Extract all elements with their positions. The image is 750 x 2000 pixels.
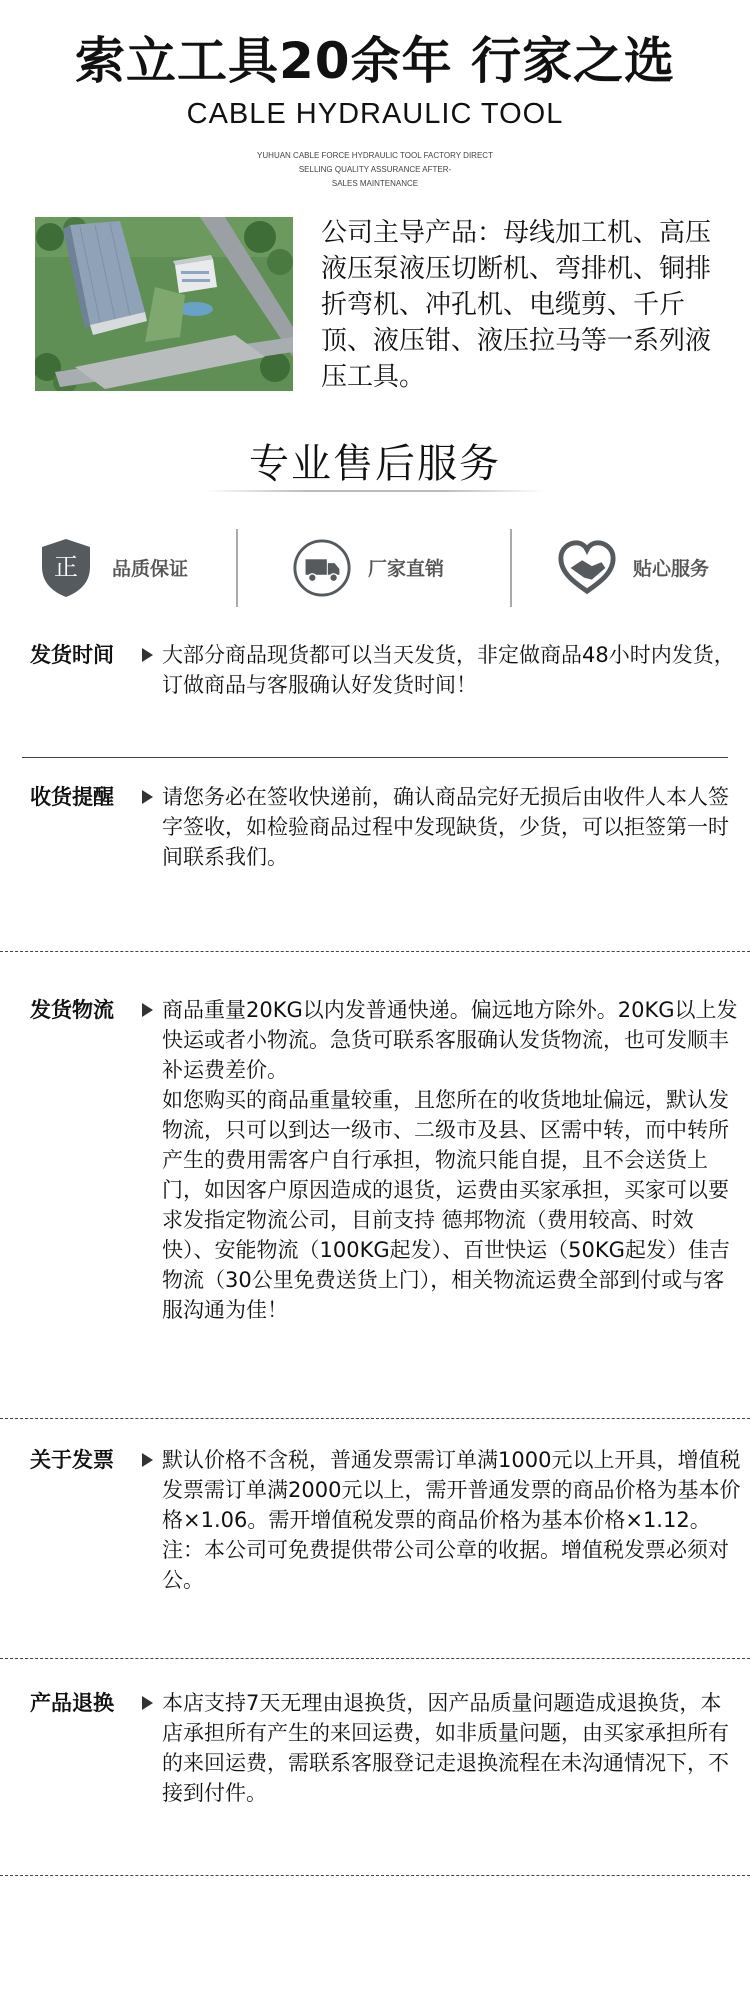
- divider: [236, 529, 238, 607]
- section-text: [162, 782, 742, 872]
- divider: [22, 757, 728, 758]
- badge-service: [557, 525, 709, 610]
- section-label: 发货时间: [30, 643, 114, 667]
- tagline: [0, 149, 750, 191]
- service-badges: [0, 525, 750, 610]
- section-text: [162, 1445, 742, 1595]
- triangle-right-icon: [142, 648, 153, 662]
- section-label: 产品退换: [30, 1691, 114, 1715]
- intro-text: 公司主导产品：母线加工机、高压液压泵液压切断机、弯排机、铜排折弯机、冲孔机、电缆剪、千斤顶、液压钳、液压拉马等一系列液压工具。: [321, 218, 712, 392]
- divider: [510, 529, 512, 607]
- shield-icon-text: 正: [54, 552, 78, 581]
- dashed-divider: [0, 1658, 750, 1659]
- triangle-right-icon: [142, 1003, 153, 1017]
- section-text: [162, 995, 742, 1325]
- section-text: [162, 1688, 742, 1808]
- triangle-right-icon: [142, 1453, 153, 1467]
- handshake-icon: [557, 538, 617, 598]
- dashed-divider: [0, 951, 750, 952]
- badge-label: 贴心服务: [633, 558, 710, 580]
- dashed-divider: [0, 1875, 750, 1876]
- service-title: 专业售后服务: [249, 441, 501, 487]
- tagline-line-3: SALES MAINTENANCE: [331, 179, 419, 188]
- section-text: [162, 640, 742, 700]
- factory-aerial-image: [35, 217, 293, 391]
- shield-icon: [36, 538, 96, 598]
- triangle-right-icon: [142, 790, 153, 804]
- service-title-underline: [205, 490, 545, 492]
- tagline-line-1: YUHUAN CABLE FORCE HYDRAULIC TOOL FACTORY DIRECT: [257, 151, 493, 160]
- section-paragraph: 如您购买的商品重量较重，且您所在的收货地址偏远，默认发物流，只可以到达一级市、二级市及县、区需中转，而中转所产生的费用需客户自行承担，物流只能自提，且不会送货上门，如因客户原因造成的退货，运费由买家承担，买家可以要求发指定物流公司，目前支持 德邦物流（费用较高、时效快）、安能物流（100KG起发）、百世快运（50KG起发）佳吉物流（30公里免费送货上门），相关物流运费全部到付或与客服沟通为佳！: [162, 1088, 730, 1322]
- badge-quality: [36, 525, 188, 610]
- page-title: 索立工具20余年 行家之选: [75, 32, 675, 90]
- section-label: 发货物流: [30, 998, 114, 1022]
- section-paragraph: 请您务必在签收快递前，确认商品完好无损后由收件人本人签字签收，如检验商品过程中发现缺货，少货，可以拒签第一时间联系我们。: [162, 785, 729, 869]
- section-paragraph: 本店支持7天无理由退换货，因产品质量问题造成退换货，本店承担所有产生的来回运费，如非质量问题，由买家承担所有的来回运费，需联系客服登记走退换流程在未沟通情况下，不接到付件。: [162, 1691, 729, 1805]
- section-paragraph: 默认价格不含税，普通发票需订单满1000元以上开具，增值税发票需订单满2000元以上，需开普通发票的商品价格为基本价格×1.06。需开增值税发票的商品价格为基本价格×1.12。注：本公司可免费提供带公司公章的收据。增值税发票必须对公。: [162, 1448, 741, 1592]
- truck-icon: [292, 538, 352, 598]
- section-label: 收货提醒: [30, 785, 114, 809]
- company-intro: [35, 215, 725, 395]
- header: [0, 28, 750, 191]
- tagline-line-2: SELLING QUALITY ASSURANCE AFTER-: [298, 165, 452, 174]
- badge-label: 品质保证: [112, 558, 189, 580]
- triangle-right-icon: [142, 1696, 153, 1710]
- section-label: 关于发票: [30, 1448, 114, 1472]
- badge-label: 厂家直销: [368, 558, 445, 580]
- section-paragraph: 大部分商品现货都可以当天发货，非定做商品48小时内发货，订做商品与客服确认好发货时间！: [162, 643, 735, 697]
- dashed-divider: [0, 1418, 750, 1419]
- page-subtitle: CABLE HYDRAULIC TOOL: [186, 98, 564, 130]
- section-paragraph: 商品重量20KG以内发普通快递。偏远地方除外。20KG以上发快运或者小物流。急货可联系客服确认发货物流，也可发顺丰补运费差价。: [162, 998, 738, 1082]
- badge-direct-sale: [292, 525, 444, 610]
